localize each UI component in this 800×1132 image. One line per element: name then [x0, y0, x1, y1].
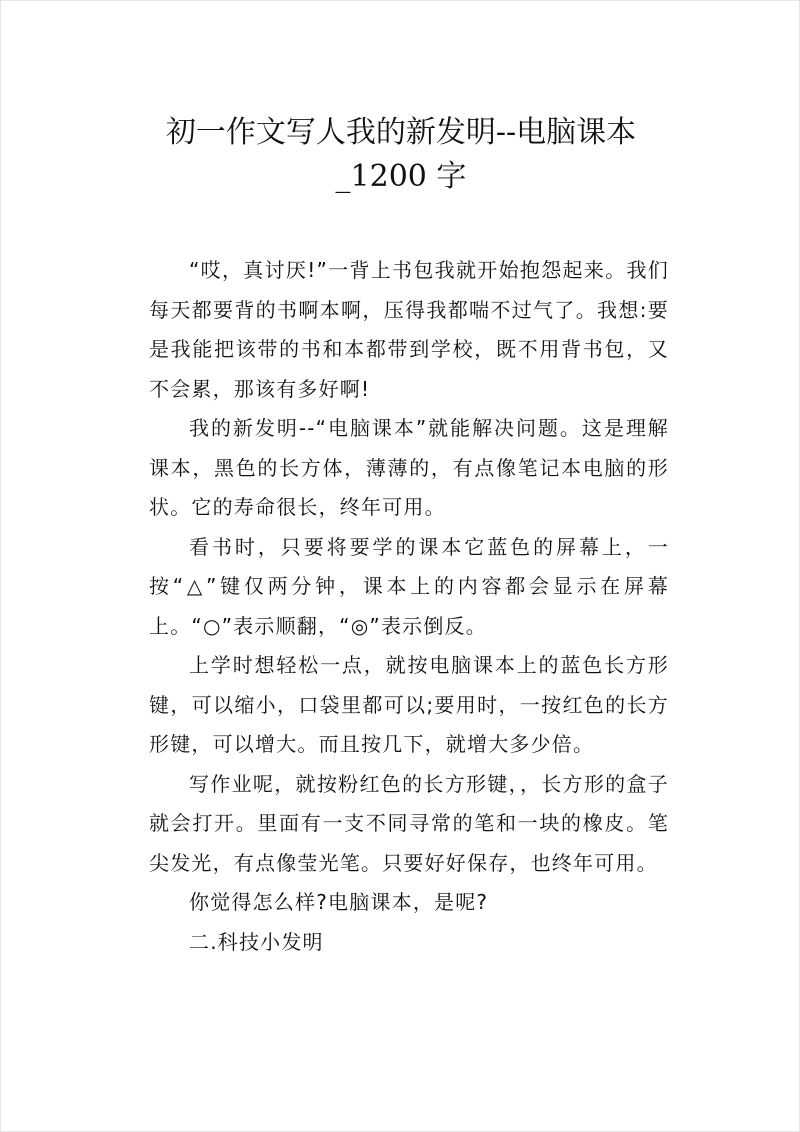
title-line-1: 初一作文写人我的新发明--电脑课本: [165, 115, 637, 150]
paragraph-6: 你觉得怎么样?电脑课本，是呢?: [189, 890, 489, 914]
paragraph-5: 写作业呢，就按粉红色的长方形键，，长方形的盒子就会打开。里面有一支不同寻常的笔和一块的橡皮。笔尖发光，有点像莹光笔。只要好好保存，也终年可用。: [149, 771, 669, 875]
document-body: [149, 251, 669, 962]
paragraph-4: 上学时想轻松一点，就按电脑课本上的蓝色长方形键，可以缩小，口袋里都可以;要用时，一按红色的长方形键，可以增大。而且按几下，就增大多少倍。: [149, 653, 669, 756]
paragraph-3: 看书时，只要将要学的课本它蓝色的屏幕上，一按“△”键仅两分钟，课本上的内容都会显示在屏幕上。“○”表示顺翻，“◎”表示倒反。: [149, 534, 669, 638]
paragraph-1: “哎，真讨厌!”一背上书包我就开始抱怨起来。我们每天都要背的书啊本啊，压得我都喘不过气了。我想:要是我能把该带的书和本都带到学校，既不用背书包，又不会累，那该有多好啊!: [149, 258, 669, 401]
title-line-2: _1200 字: [335, 159, 467, 194]
section-heading: 二.科技小发明: [189, 929, 324, 954]
document-title: [101, 111, 701, 199]
paragraph-2: 我的新发明--“电脑课本”就能解决问题。这是理解课本，黑色的长方体，薄薄的，有点像笔记本电脑的形状。它的寿命很长，终年可用。: [149, 416, 669, 519]
